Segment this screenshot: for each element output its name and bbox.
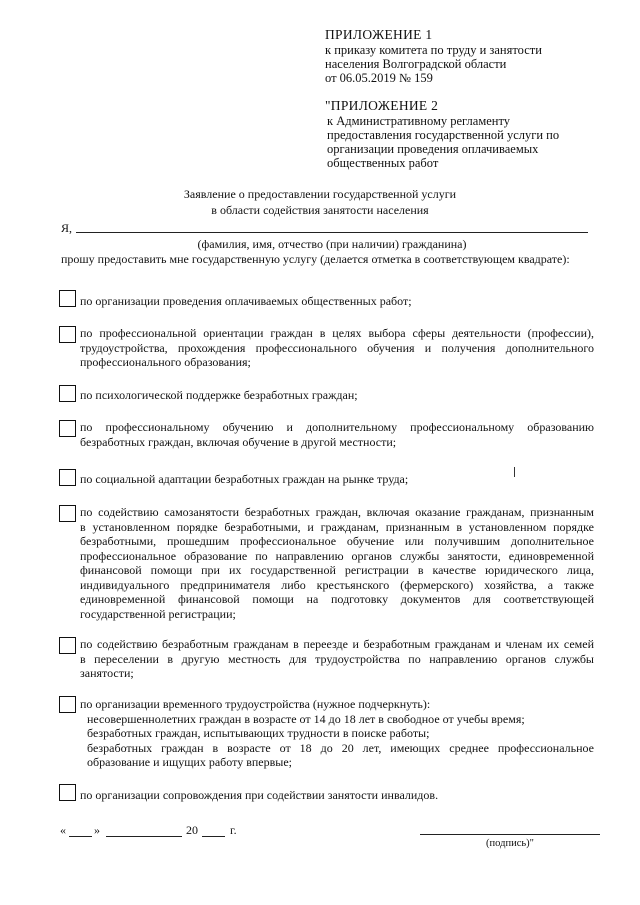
option-checkbox[interactable] <box>59 420 76 437</box>
option-text <box>80 294 594 309</box>
appendix-2-line: предоставления государственной услуги по <box>327 128 560 142</box>
form-title <box>120 186 520 218</box>
date-month-line[interactable] <box>106 836 182 837</box>
option-line: по психологической поддержке безработных граждан; <box>80 388 358 402</box>
option-checkbox[interactable] <box>59 784 76 801</box>
signature-caption: (подпись)" <box>486 838 534 849</box>
appendix-2-header <box>325 99 438 113</box>
option-line: по профессиональному обучению и дополнительному профессиональному образованию <box>80 420 594 434</box>
option-line: занятости; <box>80 666 134 680</box>
option-text <box>80 697 594 770</box>
appendix-1-line: населения Волгоградской области <box>325 57 507 71</box>
option-line: в переселении в другую местность для трудоустройства по направлению органов службы <box>80 651 594 666</box>
option-checkbox[interactable] <box>59 469 76 486</box>
option-line: по содействию самозанятости безработных граждан, включая оказание гражданам, признанным <box>80 505 594 519</box>
option-text <box>80 637 594 681</box>
date-year-suffix: г. <box>230 823 237 837</box>
option-line: государственной регистрации; <box>80 606 236 621</box>
option-line: несовершеннолетних граждан в возрасте от 14 до 18 лет в свободное от учебы время; <box>87 711 525 726</box>
option-line: безработных граждан, включая обучение в другой местности; <box>80 434 397 449</box>
appendix-2-line: организации проведения оплачиваемых <box>327 142 539 156</box>
option-line: единовременной финансовой помощи на подготовку документов для соответствующей <box>80 592 594 606</box>
form-title-line: в области содействия занятости населения <box>211 203 429 217</box>
option-text <box>80 326 594 370</box>
option-checkbox[interactable] <box>59 637 76 654</box>
date-year-line[interactable] <box>202 836 225 837</box>
option-line: по содействию безработным гражданам в переезде и безработным гражданам и членам их семей <box>80 637 594 651</box>
date-quote-open: « <box>60 823 66 837</box>
request-text: прошу предоставить мне государственную услугу (делается отметка в соответствующем квадрате): <box>61 252 570 266</box>
option-line: по организации временного трудоустройства (нужное подчеркнуть): <box>80 697 431 711</box>
option-checkbox[interactable] <box>59 326 76 343</box>
option-checkbox[interactable] <box>59 505 76 522</box>
option-checkbox[interactable] <box>59 696 76 713</box>
ya-label: Я, <box>61 221 73 235</box>
option-line: профессиональное образование по направлению органов службы занятости, единовременной <box>80 548 594 563</box>
option-text <box>80 420 594 449</box>
option-line: образование и ищущих работу впервые; <box>87 755 293 769</box>
option-line: профессионального образования; <box>80 355 251 369</box>
date-day-line[interactable] <box>69 836 92 837</box>
option-text <box>80 505 594 621</box>
option-text <box>80 388 594 403</box>
name-field-line[interactable] <box>76 232 588 233</box>
option-text <box>80 788 594 803</box>
appendix-1-header <box>325 28 542 85</box>
form-title-line: Заявление о предоставлении государственной услуги <box>183 187 457 201</box>
date-quote-close: » <box>94 823 100 837</box>
option-text <box>80 472 594 487</box>
option-line: по организации проведения оплачиваемых общественных работ; <box>80 294 412 308</box>
option-line: безработных граждан в возрасте от 18 до 20 лет, имеющих среднее профессиональное <box>87 740 594 755</box>
appendix-2-line: общественных работ <box>327 156 439 170</box>
option-line: безработными, прошедшим профессиональное обучение или получившим дополнительное <box>80 534 594 548</box>
option-checkbox[interactable] <box>59 385 76 402</box>
appendix-1-line: к приказу комитета по труду и занятости <box>325 43 542 57</box>
scan-mark <box>514 467 515 477</box>
appendix-1-line: от 06.05.2019 № 159 <box>325 71 433 85</box>
option-line: финансовой помощи при их государственной регистрации в качестве юридического лица, <box>80 563 594 577</box>
appendix-2-body <box>327 114 559 170</box>
option-line: безработных граждан, испытывающих трудности в поиске работы; <box>87 726 430 740</box>
appendix-2-line: к Административному регламенту <box>327 114 511 128</box>
appendix-2-title: "ПРИЛОЖЕНИЕ 2 <box>325 98 439 113</box>
appendix-1-title: ПРИЛОЖЕНИЕ 1 <box>325 27 433 42</box>
option-line: по профессиональной ориентации граждан в целях выбора сферы деятельности (профессии), <box>80 326 594 340</box>
name-caption: (фамилия, имя, отчество (при наличии) гражданина) <box>197 237 467 251</box>
option-line: индивидуального предпринимателя либо крестьянского (фермерского) хозяйства, а также <box>80 577 594 592</box>
option-line: по социальной адаптации безработных граждан на рынке труда; <box>80 472 409 486</box>
option-line: трудоустройства, прохождения профессионального обучения и получения дополнительного <box>80 340 594 355</box>
date-year-prefix: 20 <box>186 823 198 837</box>
option-line: по организации сопровождения при содействии занятости инвалидов. <box>80 788 439 802</box>
option-line: в установленном порядке безработными, и гражданам, признанным в установленном порядке <box>80 519 594 534</box>
signature-line[interactable] <box>420 834 600 835</box>
option-checkbox[interactable] <box>59 290 76 307</box>
